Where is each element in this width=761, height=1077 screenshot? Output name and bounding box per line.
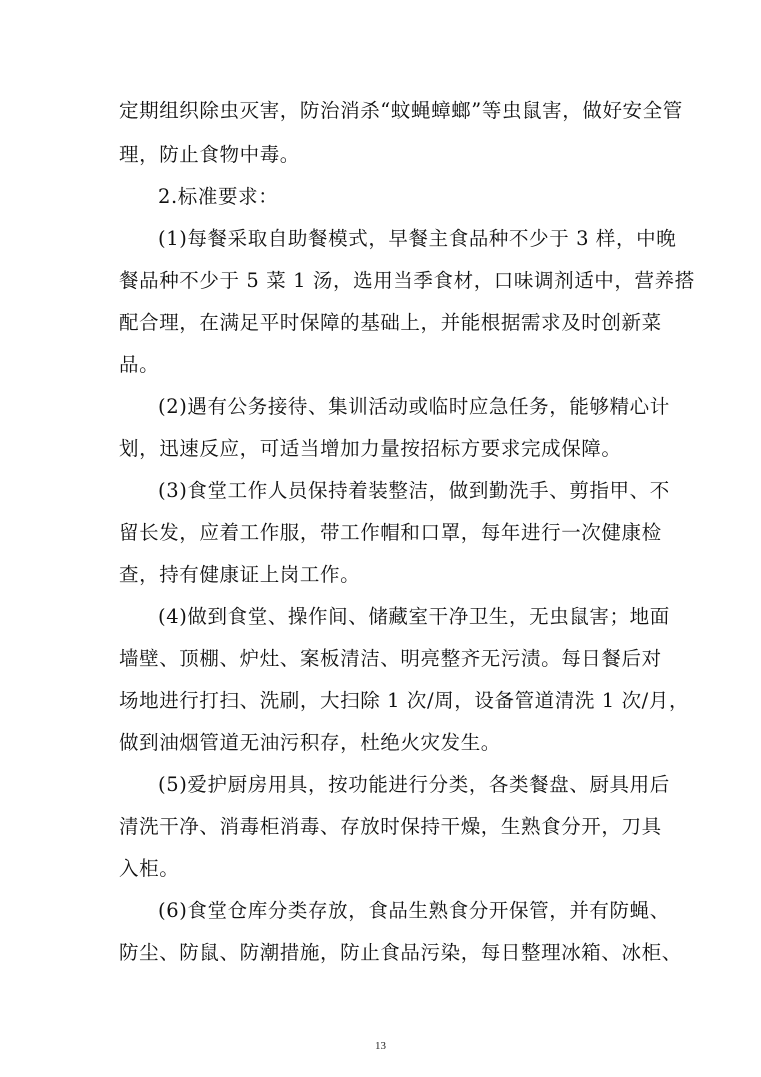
text-line: 留长发，应着工作服，带工作帽和口罩，每年进行一次健康检 <box>119 521 662 544</box>
text-line: 查，持有健康证上岗工作。 <box>119 563 361 586</box>
text-line: 场地进行打扫、洗刷，大扫除 1 次/周，设备管道清洗 1 次/月， <box>119 689 690 712</box>
section-heading: 2.标准要求： <box>158 185 279 208</box>
page-number: 13 <box>375 1040 386 1052</box>
text-line: 防尘、防鼠、防潮措施，防止食品污染，每日整理冰箱、冰柜、 <box>119 941 682 964</box>
text-line: (6)食堂仓库分类存放，食品生熟食分开保管，并有防蝇、 <box>158 899 670 922</box>
text-line: (2)遇有公务接待、集训活动或临时应急任务，能够精心计 <box>158 395 670 418</box>
text-line: 理，防止食物中毒。 <box>119 143 300 166</box>
text-line: (1)每餐采取自助餐模式，早餐主食品种不少于 3 样，中晚 <box>158 227 677 250</box>
text-line: 清洗干净、消毒柜消毒、存放时保持干燥，生熟食分开，刀具 <box>119 815 662 838</box>
text-line: (4)做到食堂、操作间、储藏室干净卫生，无虫鼠害；地面 <box>158 605 670 628</box>
text-line: 品。 <box>119 353 160 376</box>
text-line: (5)爱护厨房用具，按功能进行分类，各类餐盘、厨具用后 <box>158 773 670 796</box>
text-line: 入柜。 <box>119 857 180 880</box>
text-line: 划，迅速反应，可适当增加力量按招标方要求完成保障。 <box>119 437 622 460</box>
text-line: 餐品种不少于 5 菜 1 汤，选用当季食材，口味调剂适中，营养搭 <box>119 269 695 292</box>
text-line: 做到油烟管道无油污积存，杜绝火灾发生。 <box>119 731 501 754</box>
text-line: 墙壁、顶棚、炉灶、案板清洁、明亮整齐无污渍。每日餐后对 <box>119 647 662 670</box>
text-line: 定期组织除虫灭害，防治消杀“蚊蝇蟑螂”等虫鼠害，做好安全管 <box>119 99 683 122</box>
text-line: 配合理，在满足平时保障的基础上，并能根据需求及时创新菜 <box>119 311 662 334</box>
text-line: (3)食堂工作人员保持着装整洁，做到勤洗手、剪指甲、不 <box>158 479 670 502</box>
